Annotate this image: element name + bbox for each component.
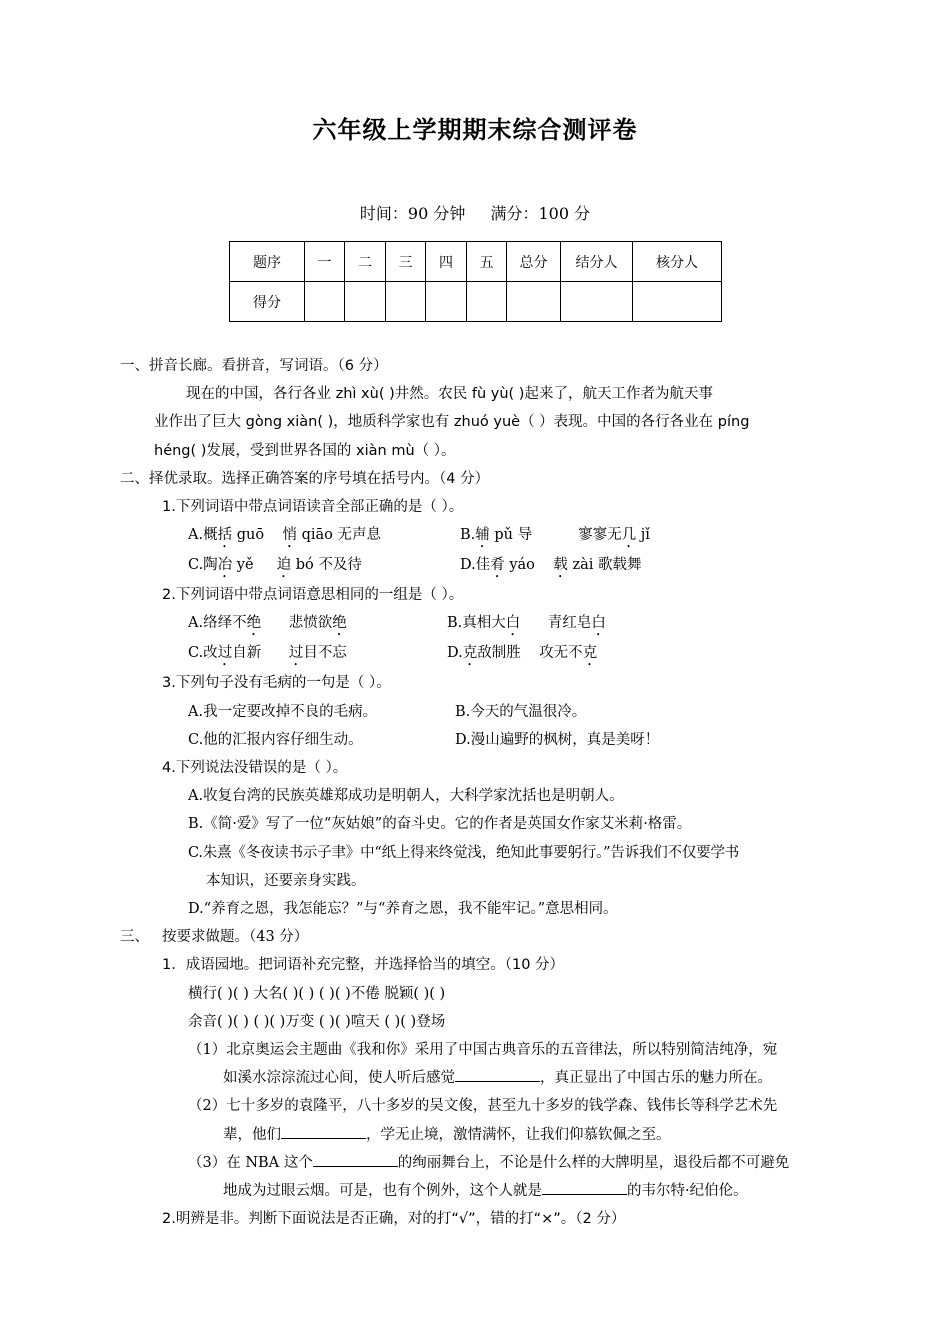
option: C.朱熹《冬夜读书示子聿》中“纸上得来终觉浅，绝知此事要躬行。”告诉我们不仅要学书 [188,844,740,861]
emphasized-char: 白 [505,615,521,632]
option-text: 目不忘 [303,645,347,662]
option [447,639,597,669]
time-limit: 时间：90 分钟 [359,204,466,223]
question-stem: 2.下列词语中带点词语意思相同的一组是（ ）。 [162,587,464,604]
option-text: B. [460,527,476,544]
score-cell[interactable] [345,282,386,322]
idiom-row: 横行( )( ) 大名( )( ) ( )( )不倦 脱颖( )( ) [188,985,446,1002]
option-text: B.真相大 [447,615,506,632]
pinyin-text-line: héng( )发展，受到世界各国的 xiàn mù（ ）。 [154,442,456,459]
text: 的绚丽舞台上，不论是什么样的大牌明星，退役后都不可避免 [397,1154,790,1171]
option-text: yě [232,557,277,574]
fill-item: （1）北京奥运会主题曲《我和你》采用了中国古典音乐的五音律法，所以特别简洁纯净，宛 [188,1042,778,1059]
option [188,551,460,581]
emphasized-char: 迫 [276,557,292,574]
question-stem: 1.下列词语中带点词语读音全部正确的是（ ）。 [162,499,464,516]
fill-item-continued [120,1064,865,1092]
emphasized-char: 肴 [490,557,505,574]
score-cell[interactable] [426,282,467,322]
option [460,521,650,551]
page-title: 六年级上学期期末综合测评卷 [312,116,638,144]
option-row [120,698,865,726]
section-1-heading: 一、拼音长廊。看拼音，写词语。（6 分） [120,358,388,374]
option-text: zài 歌载舞 [567,557,642,574]
emphasized-char: 括 [217,527,233,544]
emphasized-char: 悄 [282,527,297,544]
score-cell[interactable] [386,282,426,322]
option-text: jǐ [636,527,650,544]
option-text: guō [232,527,283,544]
fill-item [120,1149,865,1177]
option-text: D. [447,645,463,662]
option: B.《简·爱》写了一位“灰姑娘”的奋斗史。它的作者是英国女作家艾米莉·格雷。 [188,816,692,833]
option [188,609,447,639]
text: 如溪水淙淙流过心间，使人听后感觉 [223,1070,455,1087]
option-text: 自新 [232,645,289,662]
emphasized-char: 辅 [475,527,490,544]
full-score: 满分：100 分 [490,204,591,223]
answer-blank[interactable] [455,1065,540,1082]
emphasized-char: 绝 [246,615,262,632]
option-row [120,726,865,754]
fill-item-continued [120,1121,865,1149]
option [188,639,447,669]
option-text: 悲愤欲 [261,615,333,632]
emphasized-char: 几 [621,527,637,544]
option: B.今天的气温很冷。 [455,703,587,720]
option-text: 青红皂 [520,615,592,632]
emphasized-char: 载 [553,557,568,574]
fill-item-continued [120,1177,865,1205]
score-table-header [230,242,722,282]
option-text: A.络绎不 [188,615,247,632]
pinyin-text-line: 现在的中国，各行各业 zhì xù( )井然。农民 fù yù( )起来了，航天工作者为航天事 [186,386,713,403]
header-cell: 一 [305,242,345,282]
header-cell: 核分人 [633,242,722,282]
emphasized-char: 过 [288,645,304,662]
emphasized-char: 白 [591,615,606,632]
option-text: D.佳 [460,557,491,574]
score-cell[interactable] [467,282,507,322]
score-row-label: 得分 [230,282,305,322]
emphasized-char: 冶 [217,557,233,574]
header-cell: 三 [386,242,426,282]
question-stem: 4.下列说法没错误的是（ ）。 [162,760,348,777]
answer-blank[interactable] [542,1178,627,1195]
text: ，学无止境，激情满怀，让我们仰慕钦佩之至。 [366,1126,671,1143]
option: D.漫山遍野的枫树，真是美呀！ [455,731,660,748]
header-cell: 五 [467,242,507,282]
question-stem: 2.明辨是非。判断下面说法是否正确，对的打“√”，错的打“×”。（2 分） [162,1211,626,1228]
question-stem: 3.下列句子没有毛病的一句是（ ）。 [162,675,391,692]
option-text: bó 不及待 [291,557,362,574]
option: D.“养育之恩，我怎能忘？”与“养育之恩，我不能牢记。”意思相同。 [188,901,618,918]
exam-body [120,352,865,1233]
option-continued: 本知识，还要亲身实践。 [206,872,366,889]
section-title: 按要求做题。（43 分） [162,929,309,946]
option-text: qiāo 无声息 [297,527,382,544]
option: C.他的汇报内容仔细生动。 [188,731,363,748]
score-cell[interactable] [305,282,345,322]
question-stem: 1．成语园地。把词语补充完整，并选择恰当的填空。（10 分） [162,957,565,974]
score-cell[interactable] [561,282,633,322]
text: 辈，他们 [223,1126,281,1143]
section-number: 三、 [120,929,149,946]
idiom-row: 余音( )( ) ( )( )万变 ( )( )喧天 ( )( )登场 [188,1013,446,1030]
option [460,551,641,581]
option [188,521,460,551]
option-text: 敌制胜 攻无不 [477,645,583,662]
option-row [120,551,865,581]
emphasized-char: 过 [217,645,233,662]
answer-blank[interactable] [281,1122,366,1139]
header-cell: 四 [426,242,467,282]
section-3-heading [120,923,865,951]
emphasized-char: 克 [462,645,478,662]
option: A.我一定要改掉不良的毛病。 [188,703,378,720]
text: 的韦尔特·纪伯伦。 [627,1183,748,1200]
option-text: A.概 [188,527,218,544]
score-table [229,241,722,322]
text: 地成为过眼云烟。可是，也有个例外，这个人就是 [223,1183,542,1200]
answer-blank[interactable] [313,1150,398,1167]
emphasized-char: 克 [582,645,598,662]
option: A.收复台湾的民族英雄郑成功是明朝人，大科学家沈括也是明朝人。 [188,788,624,805]
pinyin-text-line: 业作出了巨大 gòng xiàn( )，地质科学家也有 zhuó yuè（ ）表现。中国的各行各业在 píng [154,414,750,431]
score-cell[interactable] [633,282,722,322]
option-text: C.改 [188,645,218,662]
header-cell: 题序 [230,242,305,282]
header-cell: 总分 [507,242,561,282]
option-text: pǔ 导 寥寥无 [489,527,622,544]
fill-item: （2）七十多岁的袁隆平，八十多岁的吴文俊，甚至九十多岁的钱学森、钱伟长等科学艺术先 [188,1098,778,1115]
exam-meta [0,201,950,224]
option-row [120,639,865,669]
option-row [120,521,865,551]
option [447,609,606,639]
header-cell: 结分人 [561,242,633,282]
score-row [230,282,722,322]
score-cell[interactable] [507,282,561,322]
emphasized-char: 绝 [332,615,347,632]
text: （3）在 NBA 这个 [188,1154,313,1171]
section-2-heading: 二、择优录取。选择正确答案的序号填在括号内。（4 分） [120,470,490,487]
option-text: yáo [504,557,554,574]
header-cell: 二 [345,242,386,282]
option-row [120,609,865,639]
option-text: C.陶 [188,557,218,574]
text: ，真正显出了中国古乐的魅力所在。 [540,1070,772,1087]
